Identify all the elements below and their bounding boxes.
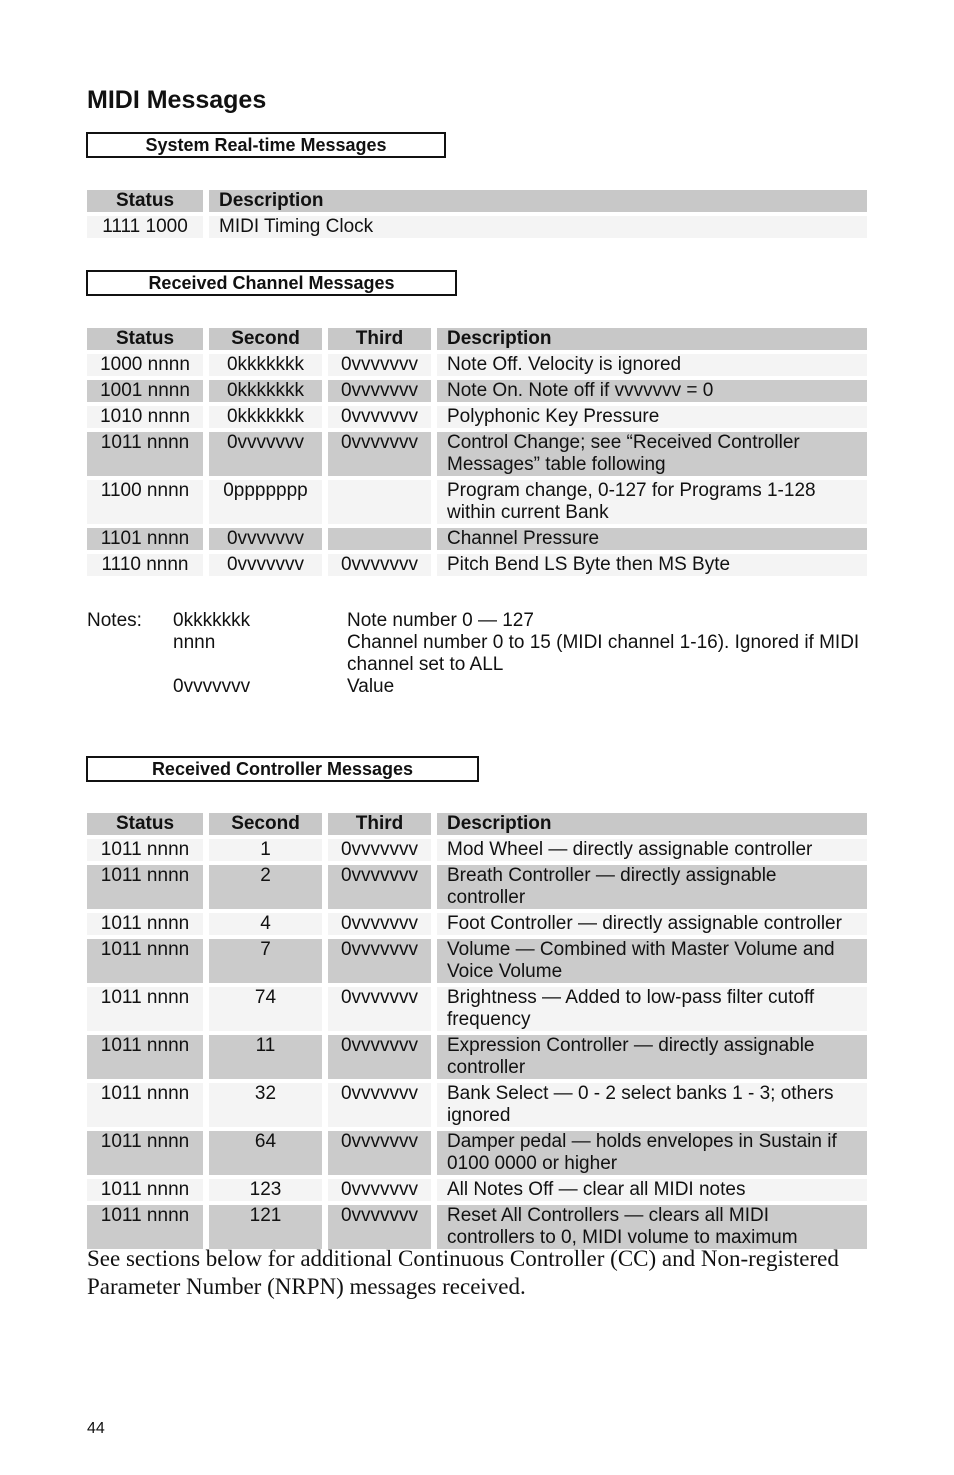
table-row [87, 1205, 867, 1249]
cell-second: 123 [209, 1179, 322, 1201]
cell-third [328, 528, 431, 550]
table-row [87, 216, 867, 238]
cell-status: 1101 nnnn [87, 528, 203, 550]
cell-status: 1011 nnnn [87, 913, 203, 935]
table-row [87, 554, 867, 576]
cell-third: 0vvvvvvv [328, 1179, 431, 1201]
cell-description: Control Change; see “Received Controller Messages” table following [437, 432, 867, 476]
cell-third: 0vvvvvvv [328, 432, 431, 476]
cell-status: 1011 nnnn [87, 1205, 203, 1249]
page-number: 44 [87, 1420, 105, 1437]
cell-third: 0vvvvvvv [328, 987, 431, 1031]
cell-status: 1011 nnnn [87, 987, 203, 1031]
table-row [87, 1179, 867, 1201]
cell-third: 0vvvvvvv [328, 554, 431, 576]
cell-third: 0vvvvvvv [328, 406, 431, 428]
cell-status: 1001 nnnn [87, 380, 203, 402]
header-status: Status [87, 190, 203, 212]
cell-second: 0vvvvvvv [209, 528, 322, 550]
cell-status: 1011 nnnn [87, 939, 203, 983]
cell-second: 0kkkkkkk [209, 406, 322, 428]
cell-description: Mod Wheel — directly assignable controller [437, 839, 867, 861]
cell-description: Reset All Controllers — clears all MIDI controllers to 0, MIDI volume to maximum [437, 1205, 867, 1249]
cell-second: 7 [209, 939, 322, 983]
channel-section-title: Received Channel Messages [86, 270, 457, 296]
table-row [87, 865, 867, 909]
header-second: Second [209, 813, 322, 835]
cell-status: 1011 nnnn [87, 865, 203, 909]
cell-second: 1 [209, 839, 322, 861]
cell-description: Brightness — Added to low-pass filter cutoff frequency [437, 987, 867, 1031]
cell-third: 0vvvvvvv [328, 939, 431, 983]
notes-block [87, 610, 887, 698]
cell-status: 1011 nnnn [87, 1179, 203, 1201]
cell-third: 0vvvvvvv [328, 1205, 431, 1249]
cell-status: 1010 nnnn [87, 406, 203, 428]
cell-second: 11 [209, 1035, 322, 1079]
cell-third: 0vvvvvvv [328, 1035, 431, 1079]
table-header-row [87, 813, 867, 835]
note-item [87, 632, 887, 676]
cell-description: Expression Controller — directly assignable controller [437, 1035, 867, 1079]
notes-label: Notes: [87, 610, 142, 631]
cell-second: 2 [209, 865, 322, 909]
cell-description: MIDI Timing Clock [209, 216, 867, 238]
table-row [87, 839, 867, 861]
table-row [87, 528, 867, 550]
table-row [87, 939, 867, 983]
header-third: Third [328, 328, 431, 350]
note-description: Channel number 0 to 15 (MIDI channel 1-16). Ignored if MIDI channel set to ALL [347, 632, 860, 675]
cell-status: 1110 nnnn [87, 554, 203, 576]
table-row [87, 432, 867, 476]
header-description: Description [437, 328, 867, 350]
cell-description: Damper pedal — holds envelopes in Sustain if 0100 0000 or higher [437, 1131, 867, 1175]
cell-second: 0kkkkkkk [209, 380, 322, 402]
table-header-row [87, 328, 867, 350]
cell-description: Polyphonic Key Pressure [437, 406, 867, 428]
cell-status: 1011 nnnn [87, 432, 203, 476]
cell-third: 0vvvvvvv [328, 1083, 431, 1127]
channel-table [81, 324, 873, 580]
table-row [87, 354, 867, 376]
header-third: Third [328, 813, 431, 835]
cell-status: 1111 1000 [87, 216, 203, 238]
table-row [87, 480, 867, 524]
table-row [87, 1131, 867, 1175]
cell-second: 0kkkkkkk [209, 354, 322, 376]
table-row [87, 987, 867, 1031]
realtime-table [81, 186, 873, 242]
table-header-row [87, 190, 867, 212]
cell-description: Volume — Combined with Master Volume and Voice Volume [437, 939, 867, 983]
note-description: Note number 0 — 127 [347, 610, 534, 631]
cell-second: 121 [209, 1205, 322, 1249]
cell-second: 0vvvvvvv [209, 432, 322, 476]
page-title: MIDI Messages [87, 86, 267, 114]
note-code: 0kkkkkkk [173, 610, 251, 631]
controller-table [81, 809, 873, 1253]
header-status: Status [87, 328, 203, 350]
cell-status: 1011 nnnn [87, 1035, 203, 1079]
header-second: Second [209, 328, 322, 350]
header-status: Status [87, 813, 203, 835]
cell-second: 64 [209, 1131, 322, 1175]
note-code: 0vvvvvvv [173, 676, 251, 697]
cell-description: Program change, 0-127 for Programs 1-128 within current Bank [437, 480, 867, 524]
cell-description: Foot Controller — directly assignable controller [437, 913, 867, 935]
cell-third: 0vvvvvvv [328, 839, 431, 861]
table-row [87, 1083, 867, 1127]
cell-third: 0vvvvvvv [328, 354, 431, 376]
cell-status: 1100 nnnn [87, 480, 203, 524]
cell-description: Breath Controller — directly assignable controller [437, 865, 867, 909]
table-row [87, 406, 867, 428]
header-description: Description [437, 813, 867, 835]
cell-status: 1011 nnnn [87, 1131, 203, 1175]
cell-description: Bank Select — 0 - 2 select banks 1 - 3; others ignored [437, 1083, 867, 1127]
cell-second: 32 [209, 1083, 322, 1127]
cell-description: All Notes Off — clear all MIDI notes [437, 1179, 867, 1201]
cell-second: 74 [209, 987, 322, 1031]
cell-description: Note On. Note off if vvvvvvv = 0 [437, 380, 867, 402]
cell-third: 0vvvvvvv [328, 865, 431, 909]
table-row [87, 913, 867, 935]
cell-second: 0vvvvvvv [209, 554, 322, 576]
cell-third: 0vvvvvvv [328, 1131, 431, 1175]
cell-description: Note Off. Velocity is ignored [437, 354, 867, 376]
header-description: Description [209, 190, 867, 212]
cell-third: 0vvvvvvv [328, 380, 431, 402]
cell-third: 0vvvvvvv [328, 913, 431, 935]
footer-paragraph: See sections below for additional Continuous Controller (CC) and Non-registered Parameter Number (NRPN) messages received. [87, 1246, 839, 1299]
table-row [87, 1035, 867, 1079]
cell-third [328, 480, 431, 524]
note-item [87, 676, 887, 698]
cell-status: 1011 nnnn [87, 839, 203, 861]
table-row [87, 380, 867, 402]
cell-description: Channel Pressure [437, 528, 867, 550]
controller-section-title: Received Controller Messages [86, 756, 479, 782]
note-item [87, 610, 887, 632]
cell-second: 4 [209, 913, 322, 935]
cell-status: 1000 nnnn [87, 354, 203, 376]
realtime-section-title: System Real-time Messages [86, 132, 446, 158]
cell-status: 1011 nnnn [87, 1083, 203, 1127]
note-description: Value [347, 676, 395, 697]
cell-second: 0ppppppp [209, 480, 322, 524]
cell-description: Pitch Bend LS Byte then MS Byte [437, 554, 867, 576]
note-code: nnnn [173, 632, 216, 653]
